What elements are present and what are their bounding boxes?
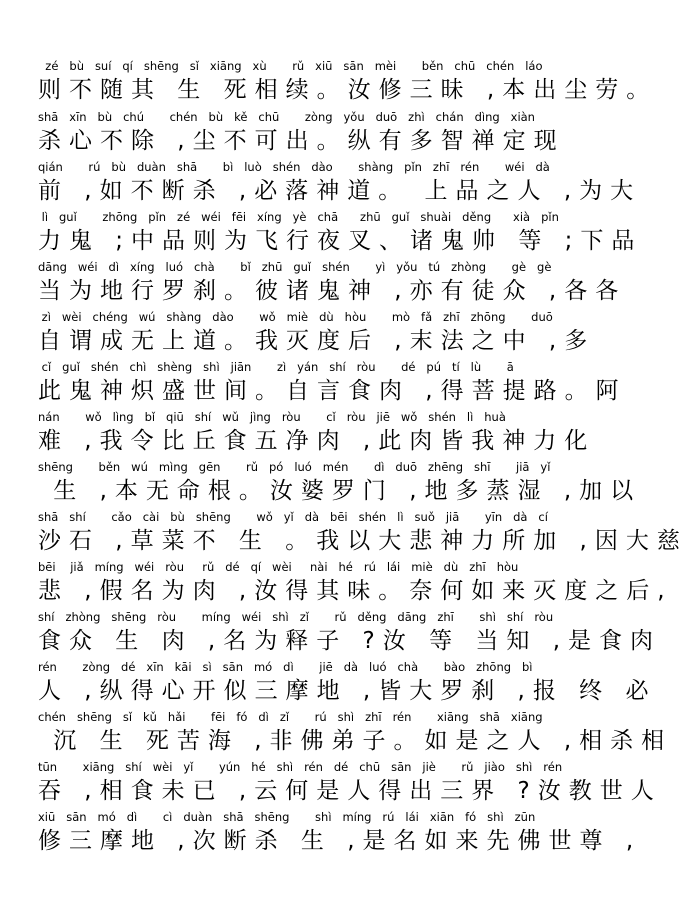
hanzi-row: 沉 生 死苦海 ,非佛弟子。如是之人 ,相杀相 <box>38 728 673 754</box>
pinyin-row: shā shí cǎo cài bù shēng wǒ yǐ dà bēi shén lì suǒ jiā yīn dà cí <box>38 510 548 524</box>
hanzi-row: 吞 ,相食未已 ,云何是人得出三界 ?汝教世人 <box>38 778 662 804</box>
hanzi-row: 前 ,如不断杀 ,必落神道。 上品之人 ,为大 <box>38 178 642 204</box>
text-line <box>38 558 673 606</box>
pinyin-row: shí zhòng shēng ròu míng wéi shì zǐ rǔ děng dāng zhī shì shí ròu <box>38 610 554 624</box>
text-line <box>38 108 604 156</box>
text-line <box>38 57 658 105</box>
hanzi-row: 此鬼神炽盛世间。自言食肉 ,得菩提路。阿 <box>38 378 627 404</box>
hanzi-row: 则不随其 生 死相续。汝修三昧 ,本出尘劳。 <box>38 77 658 103</box>
pinyin-row: zé bù suí qí shēng sǐ xiāng xù rǔ xiū sān mèi běn chū chén láo <box>38 59 543 73</box>
text-line <box>38 308 604 356</box>
pinyin-row: cǐ guǐ shén chì shèng shì jiān zì yán shí ròu dé pú tí lù ā <box>38 360 514 374</box>
pinyin-row: zì wèi chéng wú shàng dào wǒ miè dù hòu mò fǎ zhī zhōng duō <box>38 310 553 324</box>
pinyin-row: bēi jiǎ míng wéi ròu rǔ dé qí wèi nài hé rú lái miè dù zhī hòu <box>38 560 519 574</box>
hanzi-row: 力鬼 ;中品则为飞行夜叉、诸鬼帅 等 ;下品 <box>38 228 643 254</box>
pinyin-row: rén zòng dé xīn kāi sì sān mó dì jiē dà luó chà bào zhōng bì <box>38 660 533 674</box>
hanzi-row: 修三摩地 ,次断杀 生 ,是名如来先佛世尊 , <box>38 828 642 854</box>
pinyin-row: lì guǐ zhōng pǐn zé wéi fēi xíng yè chā zhū guǐ shuài děng xià pǐn <box>38 210 559 224</box>
pinyin-row: chén shēng sǐ kǔ hǎi fēi fó dì zǐ rú shì zhī rén xiāng shā xiāng <box>38 710 543 724</box>
text-line <box>38 358 627 406</box>
hanzi-row: 悲 ,假名为肉 ,汝得其味。奈何如来灭度之后, <box>38 578 673 604</box>
text-line <box>38 408 604 456</box>
pinyin-row: qián rú bù duàn shā bì luò shén dào shàng pǐn zhī rén wéi dà <box>38 160 550 174</box>
pinyin-row: shā xīn bù chú chén bù kě chū zòng yǒu duō zhì chán dìng xiàn <box>38 110 535 124</box>
pinyin-row: tūn xiāng shí wèi yǐ yún hé shì rén dé chū sān jiè rǔ jiào shì rén <box>38 760 563 774</box>
pinyin-row: nán wǒ lìng bǐ qiū shí wǔ jìng ròu cǐ ròu jiē wǒ shén lì huà <box>38 410 506 424</box>
text-line <box>38 708 673 756</box>
hanzi-row: 沙石 ,草菜不 生 。我以大悲神力所加 ,因大慈 <box>38 528 688 554</box>
pinyin-row: dāng wéi dì xíng luó chà bǐ zhū guǐ shén yì yǒu tú zhòng gè gè <box>38 260 552 274</box>
text-line <box>38 158 642 206</box>
hanzi-row: 难 ,我令比丘食五净肉 ,此肉皆我神力化 <box>38 428 596 454</box>
hanzi-row: 食众 生 肉 ,名为释子 ?汝 等 当知 ,是食肉 <box>38 628 662 654</box>
pinyin-row: xiū sān mó dì cì duàn shā shēng shì míng rú lái xiān fó shì zūn <box>38 810 536 824</box>
hanzi-row: 杀心不除 ,尘不可出。纵有多智禅定现 <box>38 128 565 154</box>
text-line <box>38 208 643 256</box>
pinyin-row: shēng běn wú mìng gēn rǔ pó luó mén dì duō zhēng shī jiā yǐ <box>38 460 551 474</box>
text-line <box>38 658 657 706</box>
hanzi-row: 人 ,纵得心开似三摩地 ,皆大罗刹 ,报 终 必 <box>38 678 657 704</box>
text-line <box>38 458 642 506</box>
text-line <box>38 608 662 656</box>
hanzi-row: 自谓成无上道。我灭度后 ,末法之中 ,多 <box>38 328 596 354</box>
text-line <box>38 508 688 556</box>
text-line <box>38 258 627 306</box>
text-line <box>38 808 642 856</box>
hanzi-row: 当为地行罗刹。彼诸鬼神 ,亦有徒众 ,各各 <box>38 278 627 304</box>
hanzi-row: 生 ,本无命根。汝婆罗门 ,地多蒸湿 ,加以 <box>38 478 642 504</box>
text-line <box>38 758 662 806</box>
